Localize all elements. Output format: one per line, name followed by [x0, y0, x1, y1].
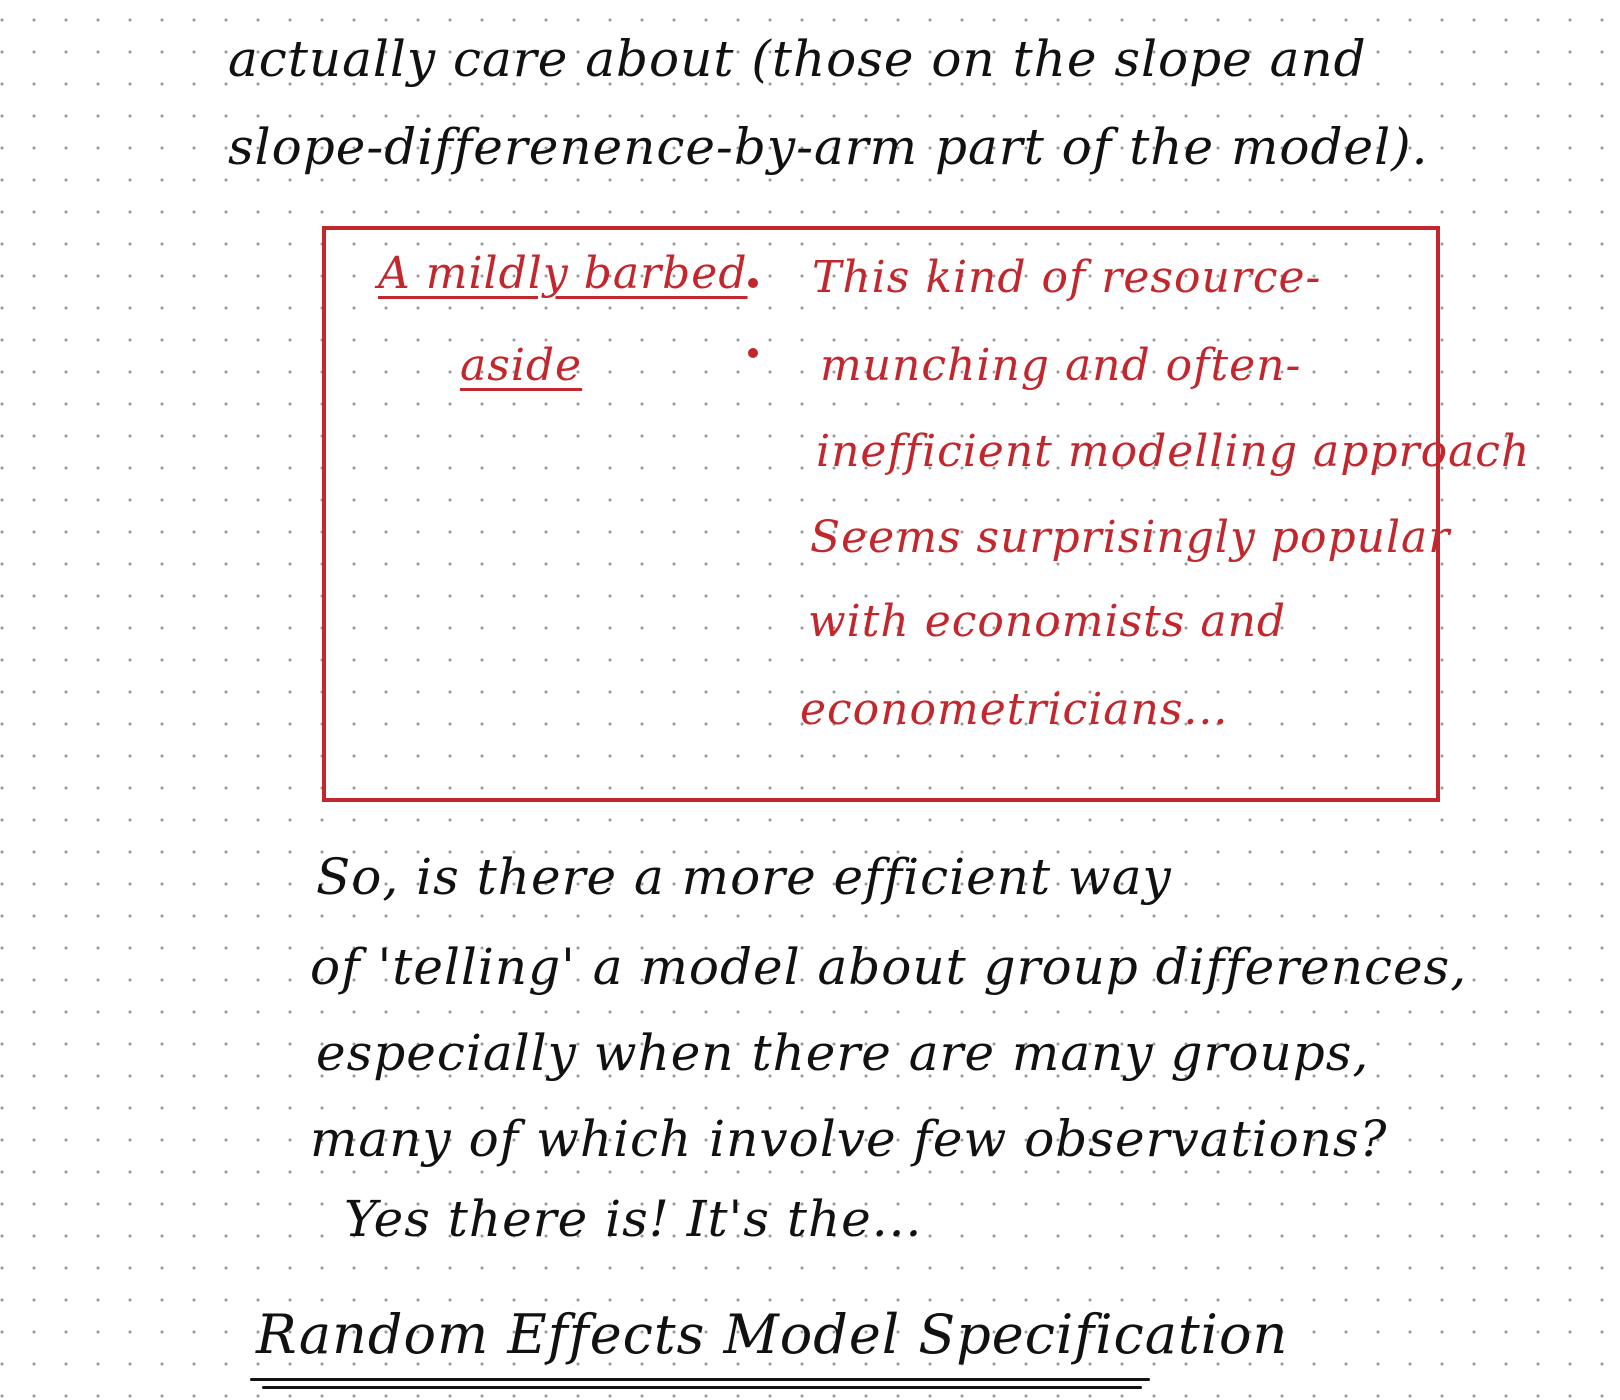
bullet-dot-icon: [748, 348, 758, 358]
heading-underline: [250, 1378, 1150, 1381]
question-line: many of which involve few observations?: [310, 1110, 1388, 1168]
question-line: especially when there are many groups,: [316, 1024, 1370, 1082]
question-line: So, is there a more efficient way: [316, 848, 1172, 906]
bullet-dot-icon: [748, 278, 758, 288]
aside-line: This kind of resource-: [812, 252, 1322, 303]
aside-line: Seems surprisingly popular: [810, 512, 1451, 563]
aside-line: with economists and: [808, 596, 1287, 647]
question-line: of 'telling' a model about group differences,: [310, 938, 1468, 996]
answer-line: Yes there is! It's the...: [344, 1190, 923, 1248]
intro-line-1: actually care about (those on the slope and: [228, 30, 1367, 88]
aside-line: munching and often-: [820, 340, 1302, 391]
aside-title-line-2: aside: [460, 340, 583, 391]
heading-underline: [262, 1386, 1142, 1389]
section-heading: Random Effects Model Specification: [256, 1303, 1289, 1366]
aside-line: econometricians...: [800, 684, 1229, 735]
aside-line: inefficient modelling approach: [816, 426, 1531, 477]
intro-line-2: slope-differenence-by-arm part of the model).: [228, 118, 1429, 176]
aside-title-line-1: A mildly barbed: [378, 248, 748, 299]
